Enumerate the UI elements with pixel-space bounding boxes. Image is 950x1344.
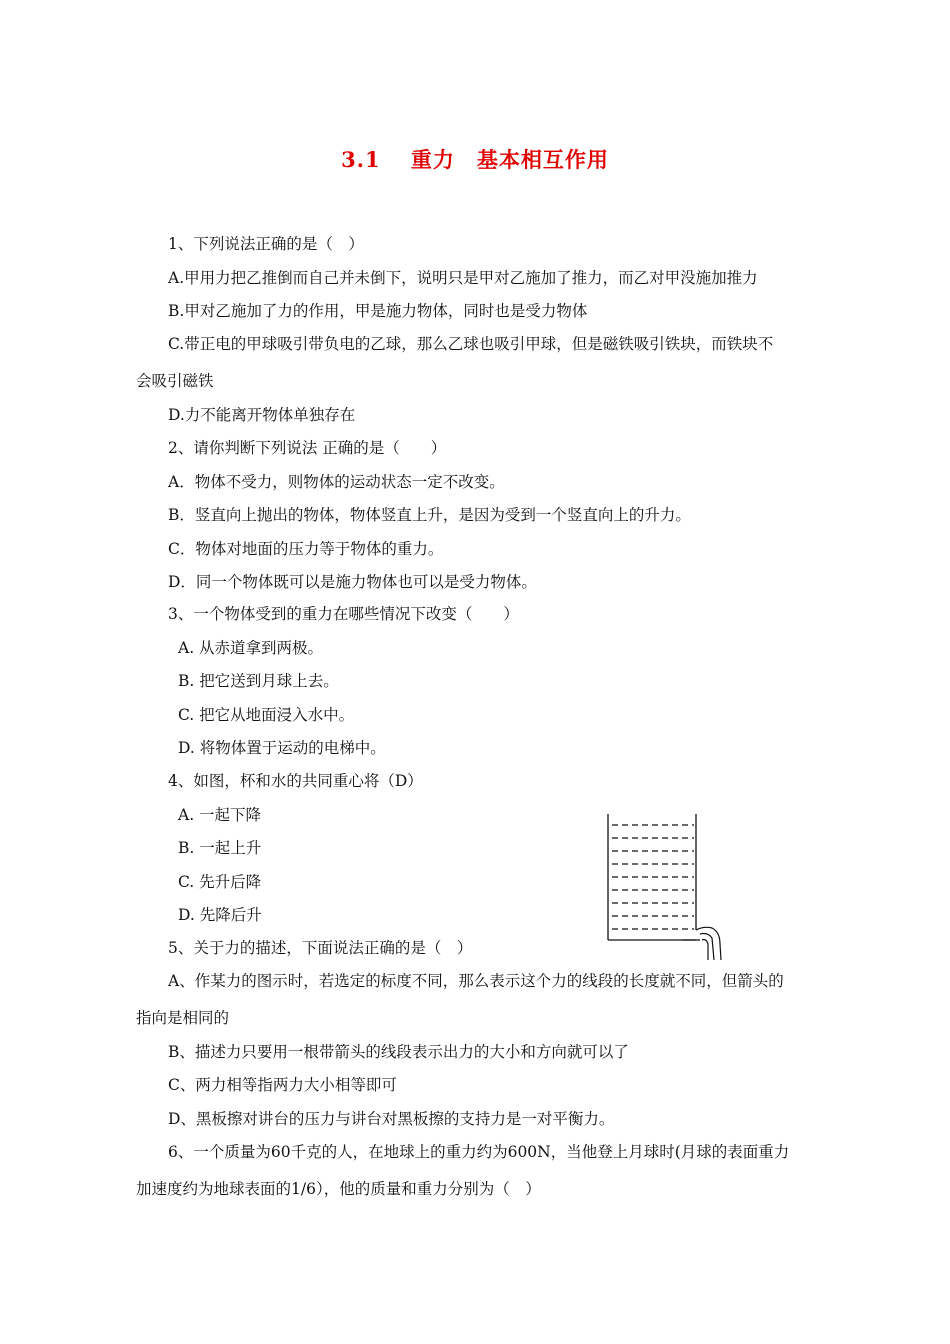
question-4-option-d: D. 先降后升 bbox=[178, 906, 262, 924]
question-4-option-c: C. 先升后降 bbox=[178, 873, 262, 891]
page-title: 3.1 重力 基本相互作用 bbox=[341, 147, 609, 172]
question-6-stem-continued: 加速度约为地球表面的1/6），他的质量和重力分别为（ ） bbox=[136, 1180, 541, 1198]
question-5-option-b: B、描述力只要用一根带箭头的线段表示出力的大小和方向就可以了 bbox=[168, 1043, 629, 1061]
question-2-option-b: B．竖直向上抛出的物体，物体竖直上升，是因为受到一个竖直向上的升力。 bbox=[168, 506, 691, 524]
question-5-option-c: C、两力相等指两力大小相等即可 bbox=[168, 1076, 397, 1094]
question-3-option-d: D. 将物体置于运动的电梯中。 bbox=[178, 739, 386, 757]
question-2-option-a: A．物体不受力，则物体的运动状态一定不改变。 bbox=[168, 473, 505, 491]
question-1-option-c-continued: 会吸引磁铁 bbox=[136, 372, 214, 390]
question-3-option-a: A. 从赤道拿到两极。 bbox=[178, 639, 324, 657]
question-3-option-b: B. 把它送到月球上去。 bbox=[178, 672, 339, 690]
question-6-stem: 6、一个质量为60千克的人，在地球上的重力约为600N，当他登上月球时(月球的表面重力 bbox=[168, 1143, 790, 1161]
question-1-option-b: B.甲对乙施加了力的作用，甲是施力物体，同时也是受力物体 bbox=[168, 302, 588, 320]
question-1-option-d: D.力不能离开物体单独存在 bbox=[168, 406, 356, 424]
question-2-option-d: D．同一个物体既可以是施力物体也可以是受力物体。 bbox=[168, 573, 537, 591]
question-1-option-a: A.甲用力把乙推倒而自己并未倒下，说明只是甲对乙施加了推力，而乙对甲没施加推力 bbox=[168, 269, 758, 287]
question-2-stem: 2、请你判断下列说法 正确的是（ ） bbox=[168, 439, 447, 457]
question-1-option-c: C.带正电的甲球吸引带负电的乙球，那么乙球也吸引甲球，但是磁铁吸引铁块，而铁块不 bbox=[168, 335, 774, 353]
question-2-option-c: C．物体对地面的压力等于物体的重力。 bbox=[168, 540, 444, 558]
question-3-option-c: C. 把它从地面浸入水中。 bbox=[178, 706, 355, 724]
question-5-option-d: D、黑板擦对讲台的压力与讲台对黑板擦的支持力是一对平衡力。 bbox=[168, 1110, 615, 1128]
question-5-option-a: A、作某力的图示时，若选定的标度不同，那么表示这个力的线段的长度就不同，但箭头的 bbox=[168, 972, 784, 990]
question-4-option-a: A. 一起下降 bbox=[178, 806, 262, 824]
question-1-stem: 1、下列说法正确的是（ ） bbox=[168, 235, 364, 253]
question-4-option-b: B. 一起上升 bbox=[178, 839, 262, 857]
cup-of-water-figure bbox=[600, 812, 730, 962]
question-3-stem: 3、一个物体受到的重力在哪些情况下改变（ ） bbox=[168, 605, 519, 623]
question-5-option-a-continued: 指向是相同的 bbox=[136, 1009, 230, 1027]
question-4-stem: 4、如图，杯和水的共同重心将（D） bbox=[168, 772, 423, 790]
question-5-stem: 5、关于力的描述，下面说法正确的是（ ） bbox=[168, 939, 473, 957]
